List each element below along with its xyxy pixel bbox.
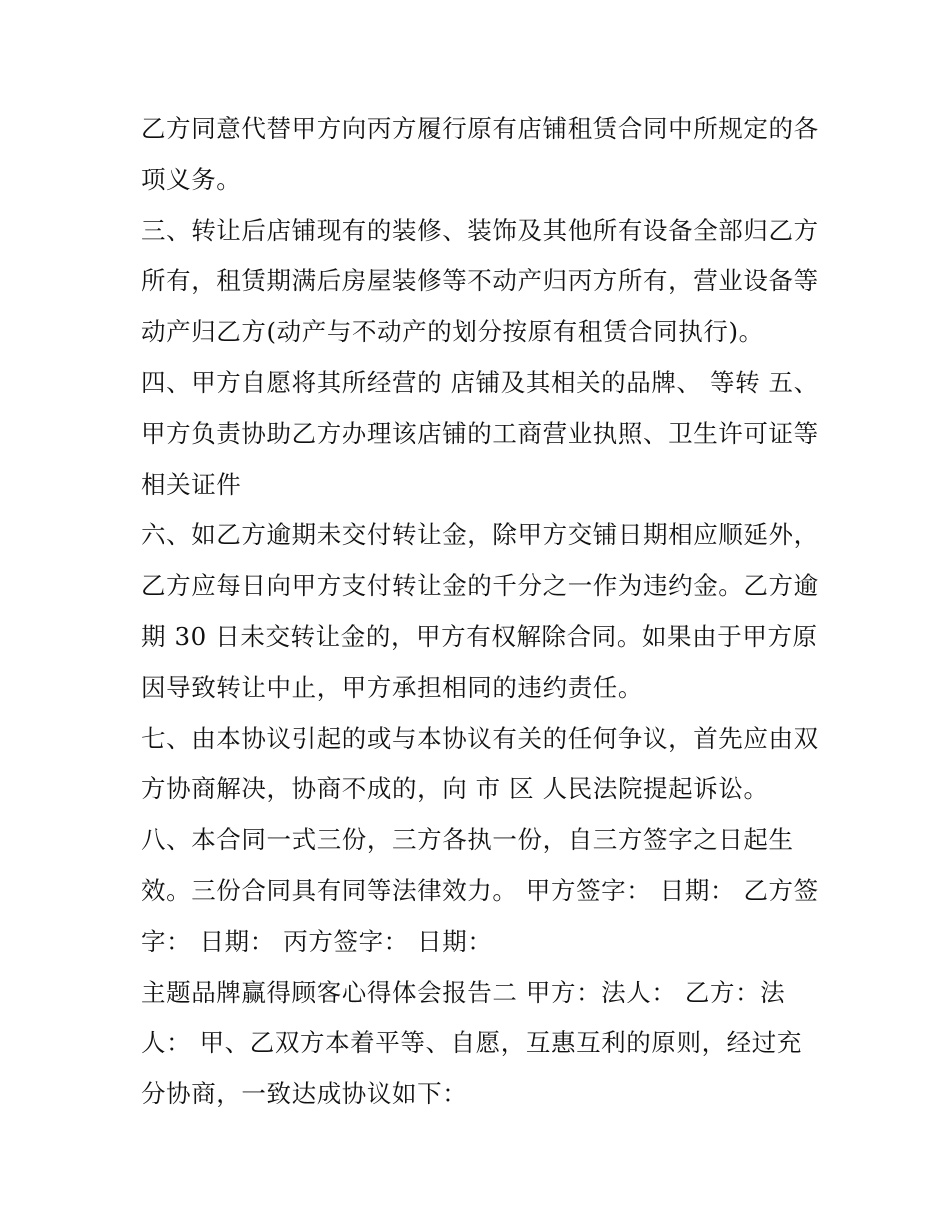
text-line: 主题品牌赢得顾客心得体会报告二 甲方：法人： 乙方：法	[141, 977, 786, 1007]
text-line: 八、本合同一式三份，三方各执一份，自三方签字之日起生	[141, 825, 794, 855]
text-line: 六、如乙方逾期未交付转让金，除甲方交铺日期相应顺延外，	[141, 520, 819, 550]
text-line: 三、转让后店铺现有的装修、装饰及其他所有设备全部归乙方	[141, 215, 819, 245]
text-line: 乙方同意代替甲方向丙方履行原有店铺租赁合同中所规定的各	[141, 114, 819, 143]
text-line: 所有，租赁期满后房屋装修等不动产归丙方所有，营业设备等	[141, 266, 819, 296]
text-line: 人： 甲、乙双方本着平等、自愿，互惠互利的原则，经过充	[141, 1028, 802, 1058]
text-line: 七、由本协议引起的或与本协议有关的任何争议，首先应由双	[141, 723, 819, 753]
text-line: 因导致转让中止，甲方承担相同的违约责任。	[141, 672, 643, 702]
text-line: 方协商解决，协商不成的，向 市 区 人民法院提起诉讼。	[141, 774, 769, 804]
text-line: 乙方应每日向甲方支付转让金的千分之一作为违约金。乙方逾	[141, 571, 819, 601]
document-body	[141, 104, 821, 1120]
text-line: 效。三份合同具有同等法律效力。 甲方签字： 日期： 乙方签	[141, 875, 819, 905]
text-line: 分协商，一致达成协议如下：	[141, 1079, 468, 1109]
text-line: 期 30 日未交转让金的，甲方有权解除合同。如果由于甲方原	[141, 621, 818, 651]
text-line: 四、甲方自愿将其所经营的 店铺及其相关的品牌、 等转 五、	[141, 367, 819, 397]
text-line: 甲方负责协助乙方办理该店铺的工商营业执照、卫生许可证等	[141, 418, 819, 448]
text-line: 字： 日期： 丙方签字： 日期：	[141, 926, 493, 956]
text-line: 项义务。	[141, 164, 242, 194]
text-line: 相关证件	[141, 469, 242, 499]
text-line: 动产归乙方(动产与不动产的划分按原有租赁合同执行)。	[141, 317, 764, 347]
